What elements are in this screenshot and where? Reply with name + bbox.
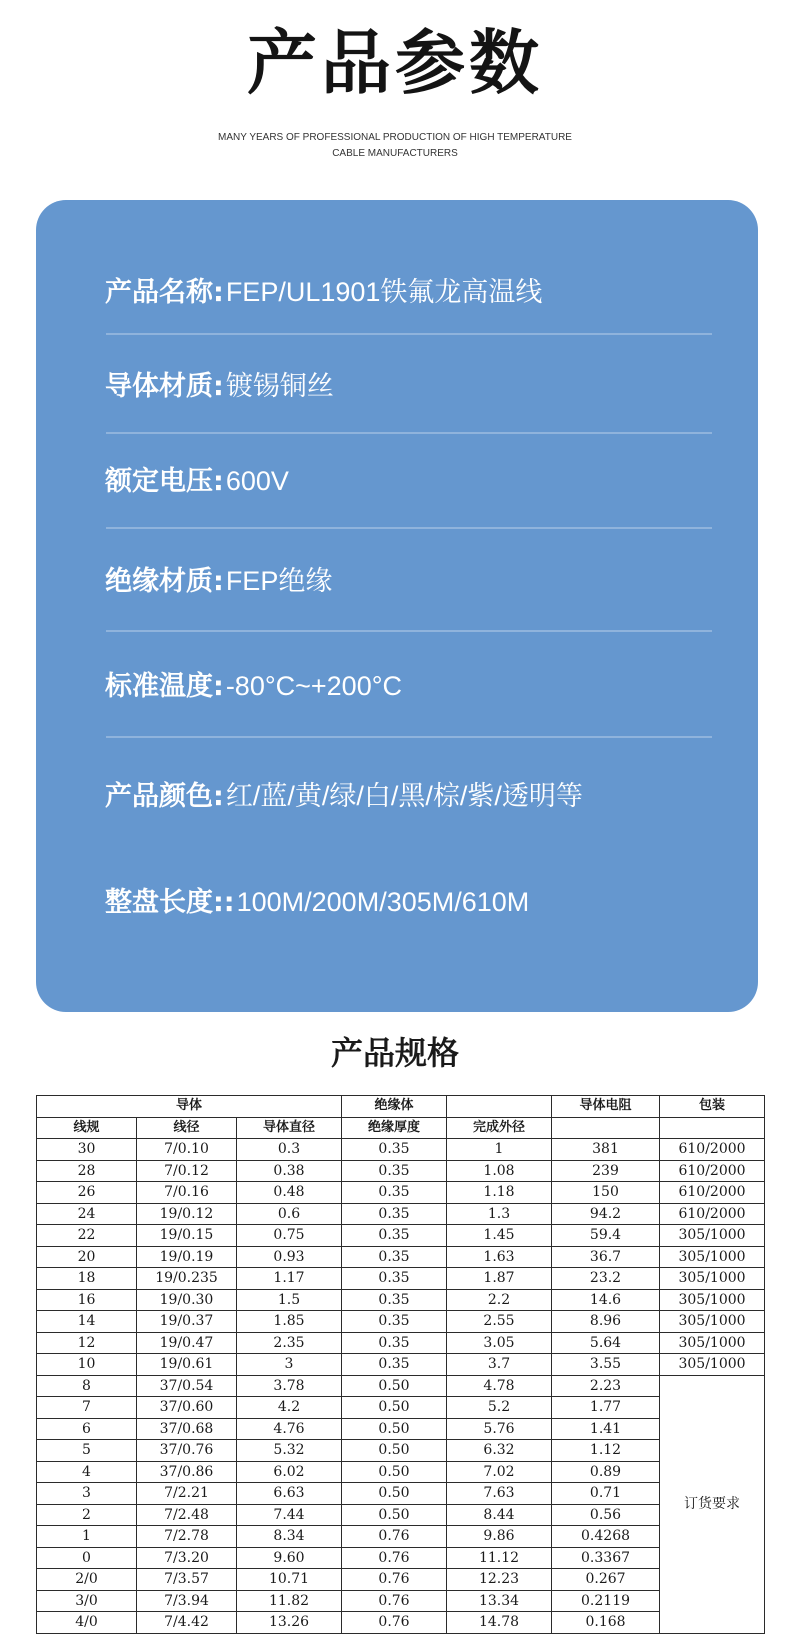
table-row — [37, 1504, 765, 1526]
table-row — [37, 1547, 765, 1569]
cell-resistance: 1.41 — [552, 1418, 660, 1440]
param-value: FEP/UL1901铁氟龙高温线 — [225, 277, 543, 307]
cell-conductor-diameter: 4.2 — [237, 1397, 342, 1419]
table-row — [37, 1203, 765, 1225]
cell-resistance: 2.23 — [552, 1375, 660, 1397]
param-value: FEP绝缘 — [225, 566, 333, 596]
subtitle-line-1: MANY YEARS OF PROFESSIONAL PRODUCTION OF HIGH TEMPERATURE — [218, 132, 572, 143]
param-label: 额定电压: — [105, 466, 224, 497]
cell-gauge: 0 — [37, 1547, 137, 1569]
group-header-packaging: 包装 — [660, 1096, 765, 1118]
cell-insulation-thickness: 0.35 — [342, 1268, 447, 1290]
spec-group-header-row — [37, 1096, 765, 1118]
cell-resistance: 0.267 — [552, 1569, 660, 1591]
table-row — [37, 1268, 765, 1290]
cell-insulation-thickness: 0.76 — [342, 1590, 447, 1612]
cell-conductor-diameter: 0.48 — [237, 1182, 342, 1204]
cell-insulation-thickness: 0.50 — [342, 1397, 447, 1419]
cell-resistance: 0.168 — [552, 1612, 660, 1634]
cell-resistance: 0.89 — [552, 1461, 660, 1483]
cell-insulation-thickness: 0.50 — [342, 1440, 447, 1462]
cell-outer-diameter: 7.02 — [447, 1461, 552, 1483]
cell-packaging: 305/1000 — [660, 1332, 765, 1354]
param-insulation-material — [105, 563, 715, 600]
cell-packaging: 610/2000 — [660, 1182, 765, 1204]
cell-insulation-thickness: 0.35 — [342, 1289, 447, 1311]
cell-packaging: 305/1000 — [660, 1225, 765, 1247]
param-label: 产品名称: — [105, 277, 224, 308]
table-row — [37, 1526, 765, 1548]
param-value: 600V — [225, 466, 289, 496]
param-reel-length — [105, 884, 715, 921]
cell-resistance: 36.7 — [552, 1246, 660, 1268]
cell-conductor-diameter: 1.85 — [237, 1311, 342, 1333]
cell-conductor-diameter: 3 — [237, 1354, 342, 1376]
cell-insulation-thickness: 0.35 — [342, 1182, 447, 1204]
cell-resistance: 0.4268 — [552, 1526, 660, 1548]
cell-conductor-diameter: 3.78 — [237, 1375, 342, 1397]
cell-conductor-diameter: 8.34 — [237, 1526, 342, 1548]
cell-strand: 19/0.61 — [137, 1354, 237, 1376]
column-header-gauge: 线规 — [37, 1117, 137, 1139]
cell-gauge: 24 — [37, 1203, 137, 1225]
param-divider — [106, 630, 712, 632]
param-label: 整盘长度:: — [105, 887, 235, 918]
cell-gauge: 30 — [37, 1139, 137, 1161]
table-row — [37, 1375, 765, 1397]
cell-conductor-diameter: 0.93 — [237, 1246, 342, 1268]
param-standard-temperature — [105, 668, 715, 705]
cell-outer-diameter: 8.44 — [447, 1504, 552, 1526]
param-value: -80°C~+200°C — [225, 671, 403, 701]
param-product-name — [105, 274, 715, 311]
cell-resistance: 1.77 — [552, 1397, 660, 1419]
cell-conductor-diameter: 9.60 — [237, 1547, 342, 1569]
table-row — [37, 1590, 765, 1612]
cell-gauge: 22 — [37, 1225, 137, 1247]
cell-insulation-thickness: 0.35 — [342, 1246, 447, 1268]
table-row — [37, 1246, 765, 1268]
cell-resistance: 8.96 — [552, 1311, 660, 1333]
cell-conductor-diameter: 2.35 — [237, 1332, 342, 1354]
cell-outer-diameter: 2.2 — [447, 1289, 552, 1311]
column-header-empty — [552, 1117, 660, 1139]
param-rated-voltage — [105, 463, 715, 500]
cell-strand: 7/0.16 — [137, 1182, 237, 1204]
cell-insulation-thickness: 0.35 — [342, 1203, 447, 1225]
cell-gauge: 2 — [37, 1504, 137, 1526]
cell-strand: 7/0.12 — [137, 1160, 237, 1182]
cell-gauge: 14 — [37, 1311, 137, 1333]
cell-strand: 37/0.54 — [137, 1375, 237, 1397]
cell-strand: 19/0.235 — [137, 1268, 237, 1290]
param-divider — [106, 432, 712, 434]
cell-gauge: 10 — [37, 1354, 137, 1376]
cell-strand: 19/0.15 — [137, 1225, 237, 1247]
cell-strand: 37/0.68 — [137, 1418, 237, 1440]
cell-conductor-diameter: 0.6 — [237, 1203, 342, 1225]
cell-strand: 19/0.30 — [137, 1289, 237, 1311]
cell-conductor-diameter: 4.76 — [237, 1418, 342, 1440]
cell-strand: 19/0.12 — [137, 1203, 237, 1225]
cell-outer-diameter: 6.32 — [447, 1440, 552, 1462]
cell-strand: 37/0.76 — [137, 1440, 237, 1462]
cell-insulation-thickness: 0.76 — [342, 1526, 447, 1548]
cell-outer-diameter: 1.18 — [447, 1182, 552, 1204]
cell-resistance: 0.71 — [552, 1483, 660, 1505]
cell-gauge: 3 — [37, 1483, 137, 1505]
cell-gauge: 16 — [37, 1289, 137, 1311]
table-row — [37, 1354, 765, 1376]
param-value: 100M/200M/305M/610M — [236, 887, 530, 917]
param-label: 绝缘材质: — [105, 566, 224, 597]
group-header-resistance: 导体电阻 — [552, 1096, 660, 1118]
column-header-empty — [660, 1117, 765, 1139]
table-row — [37, 1182, 765, 1204]
param-product-colors — [105, 778, 715, 815]
cell-packaging: 610/2000 — [660, 1160, 765, 1182]
cell-outer-diameter: 14.78 — [447, 1612, 552, 1634]
cell-resistance: 59.4 — [552, 1225, 660, 1247]
group-header-empty — [447, 1096, 552, 1118]
cell-outer-diameter: 4.78 — [447, 1375, 552, 1397]
spec-table — [36, 1095, 765, 1634]
cell-strand: 7/2.48 — [137, 1504, 237, 1526]
group-header-insulation: 绝缘体 — [342, 1096, 447, 1118]
cell-packaging: 305/1000 — [660, 1268, 765, 1290]
cell-conductor-diameter: 6.63 — [237, 1483, 342, 1505]
table-row — [37, 1612, 765, 1634]
cell-gauge: 5 — [37, 1440, 137, 1462]
cell-gauge: 4 — [37, 1461, 137, 1483]
cell-insulation-thickness: 0.35 — [342, 1160, 447, 1182]
cell-gauge: 28 — [37, 1160, 137, 1182]
cell-insulation-thickness: 0.76 — [342, 1569, 447, 1591]
cell-insulation-thickness: 0.50 — [342, 1375, 447, 1397]
cell-conductor-diameter: 1.17 — [237, 1268, 342, 1290]
parameters-card — [36, 200, 758, 1012]
cell-conductor-diameter: 7.44 — [237, 1504, 342, 1526]
cell-outer-diameter: 1.87 — [447, 1268, 552, 1290]
cell-strand: 37/0.60 — [137, 1397, 237, 1419]
spec-column-header-row — [37, 1117, 765, 1139]
cell-gauge: 12 — [37, 1332, 137, 1354]
cell-outer-diameter: 1.45 — [447, 1225, 552, 1247]
cell-gauge: 18 — [37, 1268, 137, 1290]
cell-insulation-thickness: 0.35 — [342, 1332, 447, 1354]
param-label: 标准温度: — [105, 671, 224, 702]
spec-table-body — [37, 1096, 765, 1634]
cell-outer-diameter: 12.23 — [447, 1569, 552, 1591]
cell-strand: 7/3.20 — [137, 1547, 237, 1569]
cell-insulation-thickness: 0.50 — [342, 1418, 447, 1440]
cell-conductor-diameter: 5.32 — [237, 1440, 342, 1462]
cell-insulation-thickness: 0.35 — [342, 1354, 447, 1376]
param-value: 红/蓝/黄/绿/白/黑/棕/紫/透明等 — [225, 781, 583, 811]
cell-gauge: 3/0 — [37, 1590, 137, 1612]
cell-outer-diameter: 1.3 — [447, 1203, 552, 1225]
group-header-conductor: 导体 — [37, 1096, 342, 1118]
table-row — [37, 1311, 765, 1333]
cell-outer-diameter: 5.76 — [447, 1418, 552, 1440]
cell-conductor-diameter: 10.71 — [237, 1569, 342, 1591]
cell-resistance: 5.64 — [552, 1332, 660, 1354]
table-row — [37, 1289, 765, 1311]
cell-outer-diameter: 13.34 — [447, 1590, 552, 1612]
cell-insulation-thickness: 0.35 — [342, 1139, 447, 1161]
cell-gauge: 4/0 — [37, 1612, 137, 1634]
table-row — [37, 1418, 765, 1440]
column-header-outer-diameter: 完成外径 — [447, 1117, 552, 1139]
cell-insulation-thickness: 0.35 — [342, 1225, 447, 1247]
cell-strand: 19/0.47 — [137, 1332, 237, 1354]
order-note-cell: 订货要求 — [660, 1375, 765, 1633]
cell-strand: 7/2.78 — [137, 1526, 237, 1548]
cell-outer-diameter: 11.12 — [447, 1547, 552, 1569]
cell-resistance: 150 — [552, 1182, 660, 1204]
param-divider — [106, 736, 712, 738]
page-subtitle — [0, 130, 790, 162]
cell-outer-diameter: 3.7 — [447, 1354, 552, 1376]
cell-outer-diameter: 1 — [447, 1139, 552, 1161]
table-row — [37, 1225, 765, 1247]
column-header-conductor-diameter: 导体直径 — [237, 1117, 342, 1139]
column-header-strand: 线径 — [137, 1117, 237, 1139]
cell-conductor-diameter: 11.82 — [237, 1590, 342, 1612]
page-title: 产品参数 — [247, 22, 543, 104]
cell-strand: 19/0.37 — [137, 1311, 237, 1333]
cell-gauge: 20 — [37, 1246, 137, 1268]
cell-resistance: 14.6 — [552, 1289, 660, 1311]
table-row — [37, 1332, 765, 1354]
cell-strand: 7/3.94 — [137, 1590, 237, 1612]
cell-packaging: 610/2000 — [660, 1203, 765, 1225]
cell-conductor-diameter: 6.02 — [237, 1461, 342, 1483]
cell-strand: 7/0.10 — [137, 1139, 237, 1161]
cell-strand: 7/2.21 — [137, 1483, 237, 1505]
cell-resistance: 381 — [552, 1139, 660, 1161]
cell-resistance: 1.12 — [552, 1440, 660, 1462]
cell-insulation-thickness: 0.76 — [342, 1547, 447, 1569]
param-label: 产品颜色: — [105, 781, 224, 812]
cell-insulation-thickness: 0.76 — [342, 1612, 447, 1634]
subtitle-line-2: CABLE MANUFACTURERS — [332, 148, 458, 159]
cell-outer-diameter: 1.08 — [447, 1160, 552, 1182]
cell-gauge: 7 — [37, 1397, 137, 1419]
cell-packaging: 610/2000 — [660, 1139, 765, 1161]
cell-outer-diameter: 1.63 — [447, 1246, 552, 1268]
cell-insulation-thickness: 0.50 — [342, 1483, 447, 1505]
cell-conductor-diameter: 0.3 — [237, 1139, 342, 1161]
cell-insulation-thickness: 0.50 — [342, 1504, 447, 1526]
param-divider — [106, 527, 712, 529]
cell-resistance: 0.56 — [552, 1504, 660, 1526]
cell-insulation-thickness: 0.35 — [342, 1311, 447, 1333]
cell-strand: 7/4.42 — [137, 1612, 237, 1634]
column-header-insulation-thickness: 绝缘厚度 — [342, 1117, 447, 1139]
cell-resistance: 239 — [552, 1160, 660, 1182]
table-row — [37, 1139, 765, 1161]
cell-packaging: 305/1000 — [660, 1289, 765, 1311]
table-row — [37, 1569, 765, 1591]
cell-packaging: 305/1000 — [660, 1354, 765, 1376]
cell-gauge: 8 — [37, 1375, 137, 1397]
cell-outer-diameter: 9.86 — [447, 1526, 552, 1548]
cell-outer-diameter: 2.55 — [447, 1311, 552, 1333]
cell-conductor-diameter: 0.38 — [237, 1160, 342, 1182]
spec-title: 产品规格 — [330, 1034, 459, 1072]
cell-gauge: 26 — [37, 1182, 137, 1204]
param-label: 导体材质: — [105, 371, 224, 402]
cell-conductor-diameter: 0.75 — [237, 1225, 342, 1247]
param-conductor-material — [105, 368, 715, 405]
cell-resistance: 94.2 — [552, 1203, 660, 1225]
table-row — [37, 1397, 765, 1419]
cell-strand: 19/0.19 — [137, 1246, 237, 1268]
cell-gauge: 1 — [37, 1526, 137, 1548]
cell-resistance: 0.2119 — [552, 1590, 660, 1612]
cell-resistance: 3.55 — [552, 1354, 660, 1376]
cell-insulation-thickness: 0.50 — [342, 1461, 447, 1483]
cell-conductor-diameter: 13.26 — [237, 1612, 342, 1634]
cell-gauge: 6 — [37, 1418, 137, 1440]
cell-outer-diameter: 5.2 — [447, 1397, 552, 1419]
cell-packaging: 305/1000 — [660, 1311, 765, 1333]
cell-packaging: 305/1000 — [660, 1246, 765, 1268]
cell-resistance: 23.2 — [552, 1268, 660, 1290]
param-value: 镀锡铜丝 — [225, 371, 334, 401]
table-row — [37, 1461, 765, 1483]
cell-strand: 37/0.86 — [137, 1461, 237, 1483]
cell-conductor-diameter: 1.5 — [237, 1289, 342, 1311]
cell-gauge: 2/0 — [37, 1569, 137, 1591]
cell-resistance: 0.3367 — [552, 1547, 660, 1569]
cell-outer-diameter: 7.63 — [447, 1483, 552, 1505]
cell-outer-diameter: 3.05 — [447, 1332, 552, 1354]
table-row — [37, 1160, 765, 1182]
table-row — [37, 1483, 765, 1505]
cell-strand: 7/3.57 — [137, 1569, 237, 1591]
param-divider — [106, 333, 712, 335]
table-row — [37, 1440, 765, 1462]
